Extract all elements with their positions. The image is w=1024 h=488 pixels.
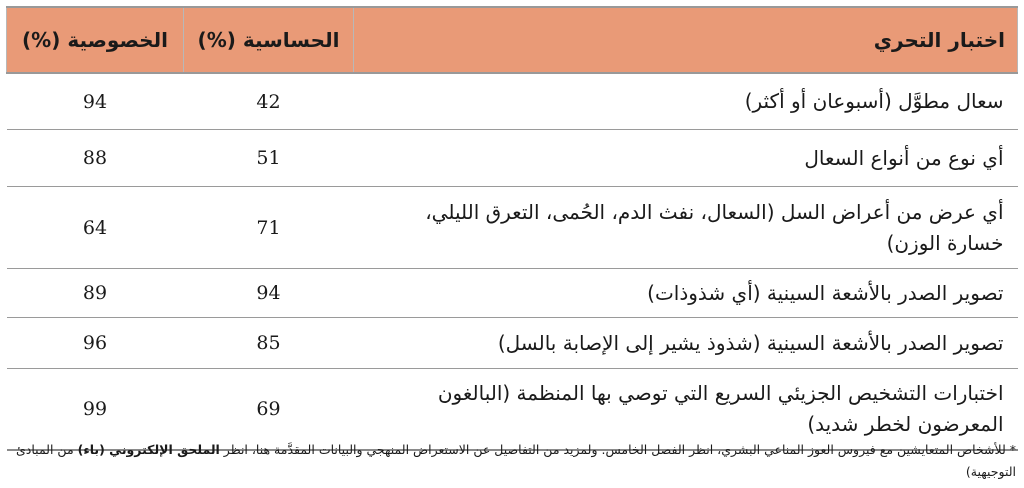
sensitivity-value: 71 (184, 187, 354, 269)
header-test: اختبار التحري (354, 7, 1018, 73)
test-name: سعال مطوَّل (أسبوعان أو أكثر) (354, 73, 1018, 130)
sensitivity-value: 42 (184, 73, 354, 130)
table-row (7, 269, 1018, 318)
footnote-text: للأشخاص المتعايشين مع فيروس العوز المناعي البشري، انظر الفصل الخامس. ولمزيد من التفاصيل عن الاستعراض المنهجي والبيانات المقدَّمة هنا، انظر (223, 442, 1006, 457)
table-row (7, 369, 1018, 451)
specificity-value: 94 (7, 73, 184, 130)
test-name: تصوير الصدر بالأشعة السينية (أي شذوذات) (354, 269, 1018, 318)
footnote (10, 439, 1016, 483)
test-name: تصوير الصدر بالأشعة السينية (شذوذ يشير إلى الإصابة بالسل) (354, 318, 1018, 369)
table-row (7, 318, 1018, 369)
screening-tests-table (6, 6, 1018, 451)
header-specificity: الخصوصية (%) (7, 7, 184, 73)
footnote-marker: * (1009, 442, 1016, 457)
table-row (7, 73, 1018, 130)
table-row (7, 187, 1018, 269)
test-name: اختبارات التشخيص الجزيئي السريع التي توصي بها المنظمة (البالغون المعرضون لخطر شديد) (354, 369, 1018, 451)
sensitivity-value: 69 (184, 369, 354, 451)
specificity-value: 99 (7, 369, 184, 451)
table-row (7, 130, 1018, 187)
footnote-annex-link: الملحق الإلكتروني (باء) (77, 442, 220, 457)
header-sensitivity: الحساسية (%) (184, 7, 354, 73)
test-name: أي نوع من أنواع السعال (354, 130, 1018, 187)
specificity-value: 96 (7, 318, 184, 369)
test-name: أي عرض من أعراض السل (السعال، نفث الدم، الحُمى، التعرق الليلي، خسارة الوزن) (354, 187, 1018, 269)
specificity-value: 64 (7, 187, 184, 269)
footnote-text-end: من المبادئ التوجيهية) (16, 442, 1016, 479)
specificity-value: 89 (7, 269, 184, 318)
specificity-value: 88 (7, 130, 184, 187)
sensitivity-value: 85 (184, 318, 354, 369)
sensitivity-value: 94 (184, 269, 354, 318)
table-header-row (7, 7, 1018, 73)
sensitivity-value: 51 (184, 130, 354, 187)
